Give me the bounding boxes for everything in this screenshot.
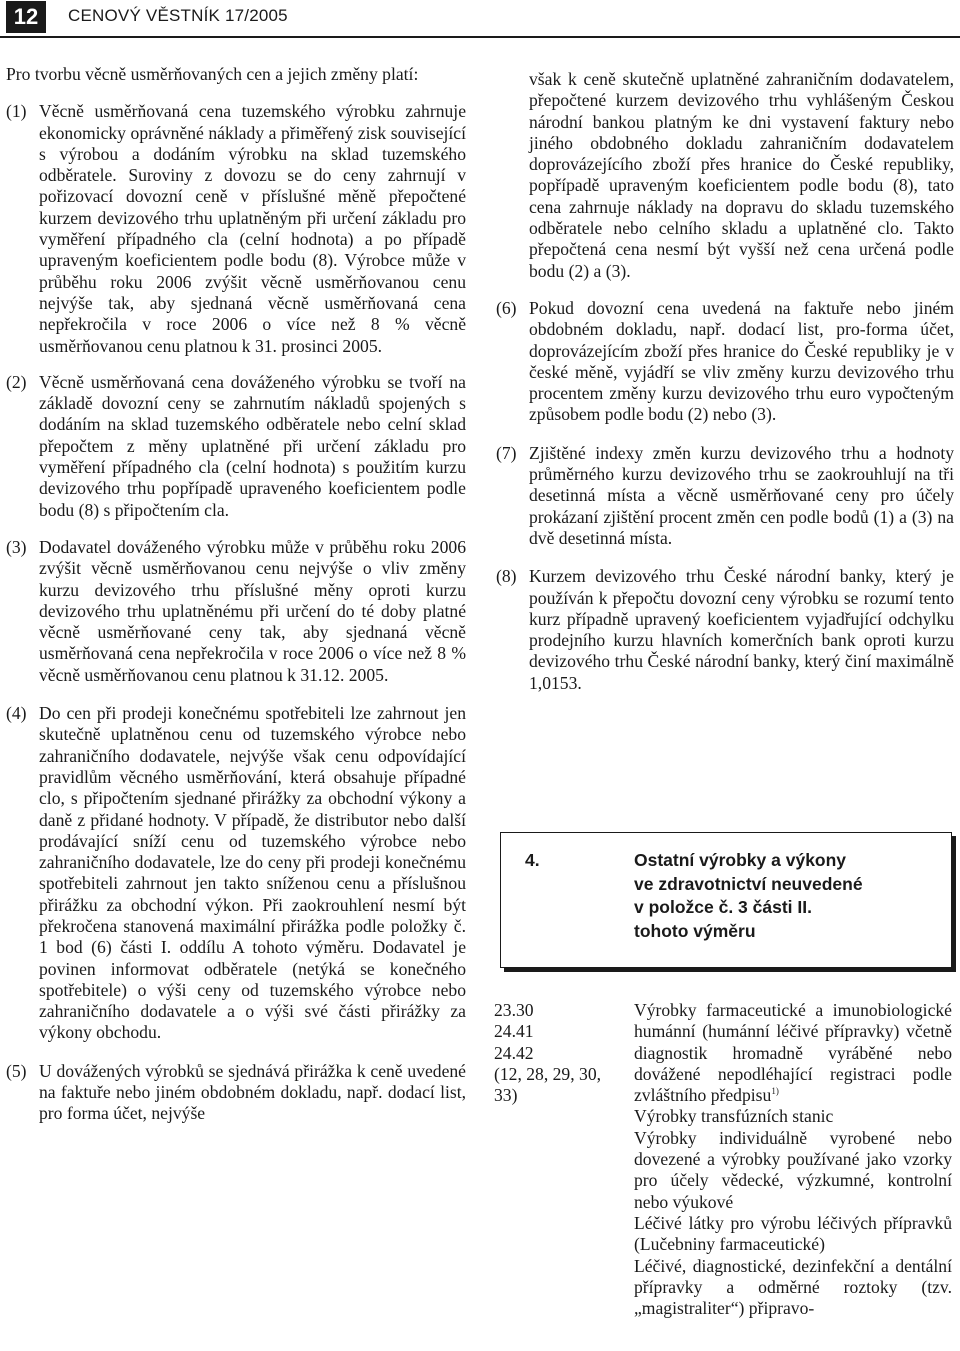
item-text: Do cen při prodeji konečnému spotřebiteli lze zahrnout jen skutečně uplatněnou cenu od tuzemského výrobce nebo zahraničního dodavatele, nejvýše však cenu odpovídající pravidlům věcného usměrňování, která obsahuje případné clo, s připočtením sjednané přirážky za obchodní výkony a daně z přidané hodnoty. V případě, že distributor nebo další prodávající sníží cenu od tuzemského výrobce nebo zahraničního dodavatele, lze do ceny při prodeji konečnému spotřebiteli zahrnout jen takto sníženou cenu a příslušnou přirážku za obchodní výkon. Při zaokrouhlení nesmí být překročena stanovená maximální přirážka podle položky č. 1 bod (6) části I. oddílu A tohoto výměru. Dodavatel je povinen informovat odběratele (netýká se konečného spotřebitele) o výši ceny od tuzemského výrobce nebo zahraničního dodavatele a o výši své části přirážky za výkony obchodu. — [39, 703, 466, 1043]
item-text: Věcně usměrňovaná cena tuzemského výrobku zahrnuje ekonomicky oprávněné náklady a přiměřený zisk související s výrobou a dodáním výrobku na sklad tuzemského odběratele. Suroviny z dovozu se do ceny zahrnují v pořizovací dovozní ceně v příslušné měně přepočtené kurzem devizového trhu uplatněným při určení základu pro vyměření případného cla (celní hodnota) a po případě upraveným koeficientem podle bodu (8). Výrobce může v průběhu roku 2006 zvýšit věcně usměrňovanou cenu nejvýše tak, aby sjednaná věcně usměrňovaná cena nepřekročila v roce 2006 o více než 8 % věcně usměrňovanou cenu platnou k 31. prosinci 2005. — [39, 101, 466, 356]
item-number: (3) — [6, 536, 27, 557]
section-title-line: Ostatní výrobky a výkony — [634, 850, 847, 870]
list-item — [496, 298, 954, 426]
list-item — [6, 372, 466, 521]
product-entry: Léčivé látky pro výrobu léčivých přípravků (Lučebniny farmaceutické) — [634, 1212, 952, 1255]
item-number: (7) — [496, 442, 517, 463]
item-number: (4) — [6, 703, 27, 724]
section-title-line: v položce č. 3 části II. — [634, 897, 812, 917]
list-item — [496, 443, 954, 549]
item-text: Zjištěné indexy změn kurzu devizového trhu a hodnoty průměrného kurzu devizového trhu se zaokrouhlují na tři desetinná místa a věcně usměrňované ceny pro účely prokázaní zjištění procent změn cen podle bodů (1) a (3) na dvě desetinná místa. — [529, 442, 954, 548]
code-line: (12, 28, 29, 30, — [494, 1063, 602, 1084]
code-line: 33) — [494, 1085, 518, 1106]
section-title — [634, 849, 934, 943]
product-text: Výrobky farmaceutické a imunobiologické humánní (humánní léčivé přípravky) včetně diagnostik hromadně vyráběné nebo dovážené nepodléhající registraci podle zvláštního předpisu — [634, 1000, 952, 1106]
section-title-line: ve zdravotnictví neuvedené — [634, 873, 863, 894]
right-column — [496, 69, 954, 694]
product-entry — [634, 1000, 952, 1106]
product-entry: Výrobky individuálně vyrobené nebo dovezené a výrobky používané jako vzorky pro účely vědecké, výzkumné, kontrolní nebo výukové — [634, 1127, 952, 1212]
product-list — [634, 1000, 952, 1319]
item-text: Dodavatel dováženého výrobku může v průběhu roku 2006 zvýšit věcně usměrňovanou cenu nejvýše o vliv změny kurzu devizového trhu příslušné měny oproti kurzu devizového trhu uplatněnému při určení do té doby platné věcně usměrňované ceny tak, aby sjednaná věcně usměrňovaná cena nepřekročila v roce 2006 o více než 8 % věcně usměrňovanou cenu platnou k 31.12. 2005. — [39, 536, 466, 685]
item-text: Věcně usměrňovaná cena dováženého výrobku se tvoří na základě dovozní ceny se zahrnutím nákladů spojených s dodáním na sklad tuzemského odběratele nebo celní sklad přepočtem z měny uplatněné při určení základu pro vyměření případného cla (celní hodnota) s použitím kurzu devizového trhu popřípadě upraveného koeficientem podle bodu (8) s připočtením cla. — [39, 371, 466, 520]
product-entry: Léčivé, diagnostické, dezinfekční a dentální přípravky a odměrné roztoky (tzv. „magistraliter“) připravo- — [634, 1255, 952, 1319]
list-item — [6, 537, 466, 686]
issue-title: CENOVÝ VĚSTNÍK 17/2005 — [68, 6, 288, 25]
list-item — [496, 566, 954, 694]
intro-paragraph: Pro tvorbu věcně usměrňovaných cen a jejich změny platí: — [6, 64, 419, 84]
header-divider — [0, 36, 960, 38]
classification-codes — [494, 1000, 624, 1106]
item-number: (2) — [6, 371, 27, 392]
item-number: (6) — [496, 297, 517, 318]
item-text: U dovážených výrobků se sjednává přirážka k ceně uvedené na faktuře nebo jiném obdobném dokladu, např. dodací list, pro forma účet, nejvýše — [39, 1060, 466, 1124]
left-column — [6, 64, 466, 1125]
item-text: Pokud dovozní cena uvedená na faktuře nebo jiném obdobném dokladu, např. dodací list, pro-forma účet, doprovázejícím zboží přes hranice do České republiky je v české měně, vyjádří se vliv změny kurzu devizového trhu procentem změny kurzu devizového trhu euro vypočteným způsobem podle bodu (2) nebo (3). — [529, 297, 954, 425]
code-line: 24.41 — [494, 1021, 534, 1042]
item-text: Kurzem devizového trhu České národní banky, který je používán k přepočtu dovozní ceny výrobku se rozumí tento kurz případně upravený koeficientem vyjadřující odchylku prodejního kurzu hlavních komerčních bank oproti kurzu devizového trhu České národní banky, který činí maximálně 1,0153. — [529, 566, 954, 693]
product-entry: Výrobky transfúzních stanic — [634, 1106, 834, 1127]
code-line: 23.30 — [494, 1000, 534, 1020]
section-title-line: tohoto výměru — [634, 920, 756, 941]
code-line: 24.42 — [494, 1042, 534, 1063]
item-number: (8) — [496, 566, 517, 587]
continuation-paragraph: však k ceně skutečně uplatněné zahraničním dodavatelem, přepočtené kurzem devizového trhu vyhlášeným Českou národní bankou platným ke dni vystavení faktury nebo jiného obdobného dokladu zahraničním dodavatelem doprovázejícího zboží přes hranice do České republiky, popřípadě upraveným koeficientem podle bodu (8), tato cena zahrnuje náklady na dopravu do skladu tuzemského odběratele nebo celního skladu a uplatněné clo. Takto přepočtená cena nesmí být vyšší než cena určená podle bodu (2) a (3). — [529, 69, 954, 281]
footnote-ref: 1) — [771, 1086, 779, 1097]
item-number: (1) — [6, 101, 27, 122]
list-item — [6, 703, 466, 1044]
section-heading-box — [500, 832, 952, 968]
page-number: 12 — [6, 1, 46, 33]
list-item — [6, 1061, 466, 1125]
item-number: (5) — [6, 1060, 27, 1081]
section-number: 4. — [525, 850, 540, 870]
page-header — [0, 0, 960, 40]
list-item — [6, 101, 466, 357]
